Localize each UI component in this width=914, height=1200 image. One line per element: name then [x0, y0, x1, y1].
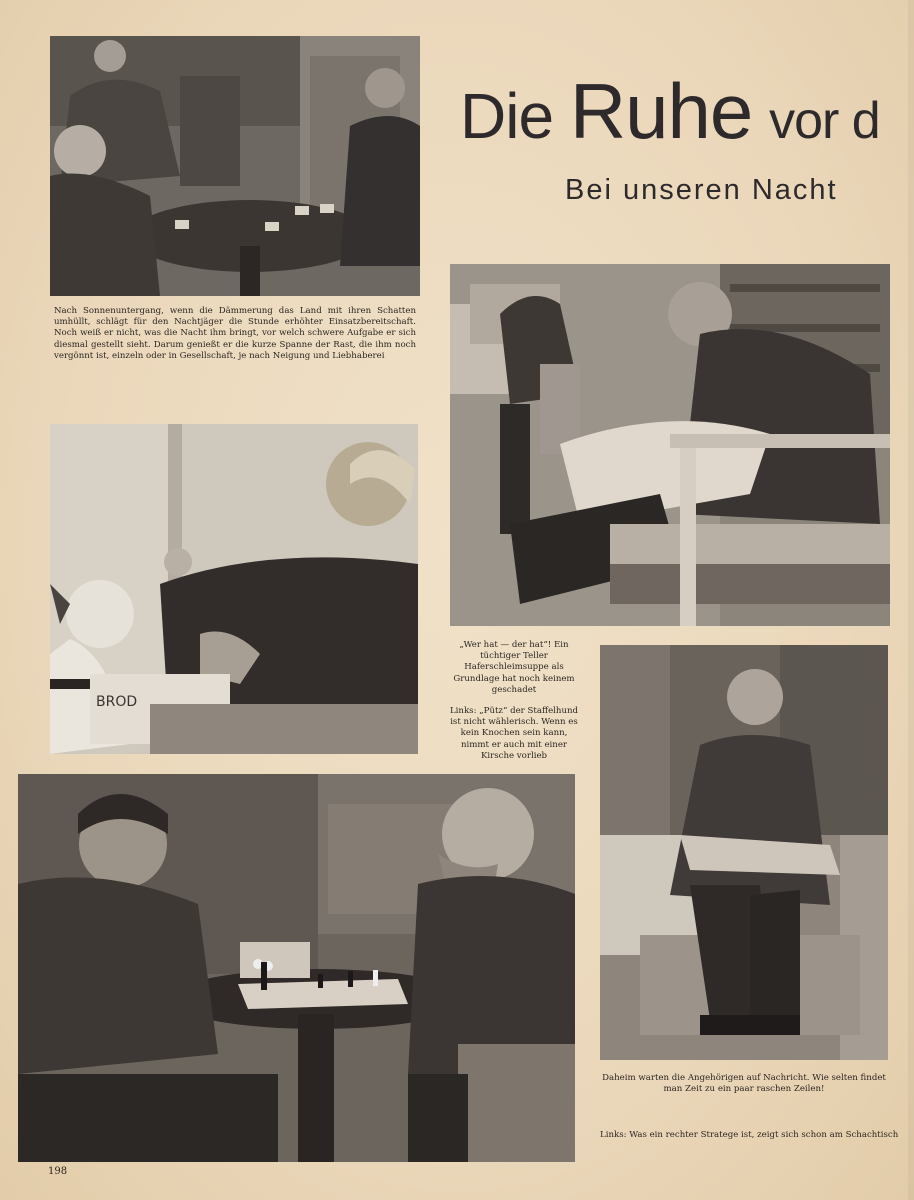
photo-dog-and-soldier	[50, 424, 418, 754]
page-number: 198	[48, 1166, 68, 1177]
caption-wer-hat: „Wer hat — der hat“! Ein tüchtiger Teller Haferschleimsuppe als Grundlage hat noch keinem geschadet	[453, 640, 575, 695]
photo-chess-game	[18, 774, 575, 1162]
caption-intro: Nach Sonnenuntergang, wenn die Dämmerung das Land mit ihren Schatten umhüllt, schlägt für den Nachtjäger die Stunde erhöhter Einsatzbereitschaft. Noch weiß er nicht, was die Nacht ihm bringt, vor welch schwere Aufgabe er sich diesmal gestellt sieht. Darum genießt er die kurze Spanne der Rast, die ihm noch vergönnt ist, einzeln oder in Gesellschaft, je nach Neigung und Liebhaberei	[54, 306, 416, 361]
caption-schach: Links: Was ein rechter Stratege ist, zeigt sich schon am Schachtisch	[600, 1130, 899, 1140]
headline	[460, 67, 880, 155]
headline-part-1: Die	[460, 80, 554, 152]
subhead: Bei unseren Nacht	[565, 174, 838, 206]
photo-card-game	[50, 36, 420, 296]
headline-part-3: vor d	[769, 92, 880, 150]
headline-part-2: Ruhe	[569, 67, 753, 155]
photo-writing-letter	[600, 645, 888, 1060]
caption-puetz: Links: „Pütz“ der Staffelhund ist nicht wählerisch. Wenn es kein Knochen sein kann, nimmt er auch mit einer Kirsche vorlieb	[449, 706, 579, 761]
photo-reading-bunk	[450, 264, 890, 626]
caption-daheim: Daheim warten die Angehörigen auf Nachricht. Wie selten findet man Zeit zu ein paar raschen Zeilen!	[602, 1073, 886, 1095]
page-edge-shadow	[908, 0, 914, 1200]
dog-box-label: BROD	[96, 694, 138, 710]
